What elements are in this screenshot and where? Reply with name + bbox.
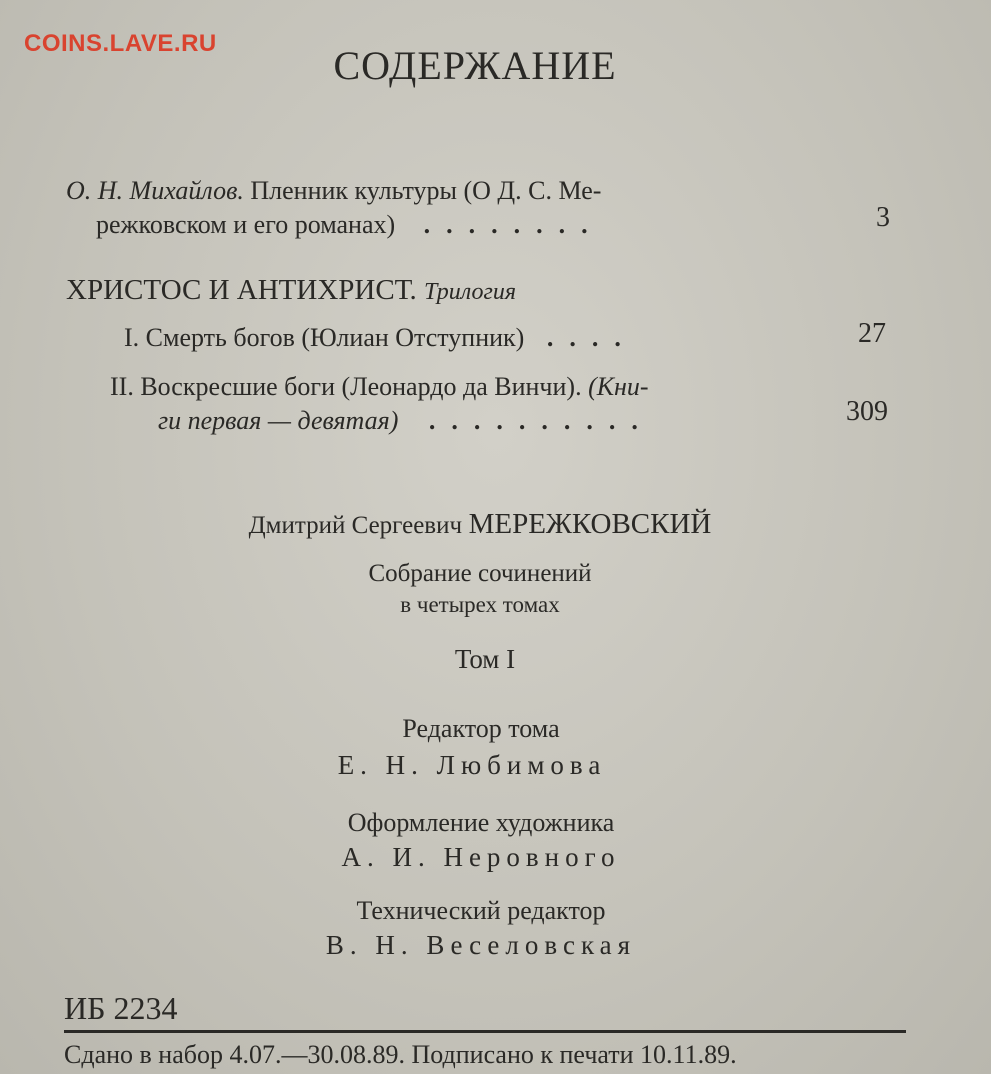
ib-number: ИБ 2234: [64, 990, 178, 1026]
tech-editor-name: В. Н. Веселовская: [325, 930, 637, 960]
toc-leader-dots: ........: [423, 210, 604, 239]
editor-name: Е. Н. Любимова: [337, 750, 607, 780]
toc-entry-title-cont: ги первая — девятая): [158, 406, 399, 435]
toc-section-heading: [66, 274, 516, 307]
editor-role: Редактор тома: [402, 714, 560, 743]
author-surname: МЕРЕЖКОВСКИЙ: [468, 508, 712, 540]
toc-leader-dots: ....: [546, 323, 637, 352]
toc-entry-author: О. Н. Михайлов.: [66, 176, 244, 205]
print-details: Сдано в набор 4.07.—30.08.89. Подписано к печати 10.11.89.: [64, 1040, 737, 1069]
divider-rule: [64, 1030, 906, 1033]
design-name: А. И. Неровного: [341, 842, 621, 872]
toc-entry-title: I. Смерть богов (Юлиан Отступник): [124, 323, 525, 352]
volume-label: Том I: [454, 644, 516, 674]
section-title: ХРИСТОС И АНТИХРИСТ.: [66, 274, 417, 306]
toc-entry-smert-bogov: [124, 323, 637, 353]
toc-page-number: 3: [876, 202, 890, 233]
collection-title-line2: в четырех томах: [400, 592, 560, 617]
toc-page-number: 309: [846, 396, 888, 427]
toc-entry-title: Пленник культуры (О Д. С. Ме-: [250, 176, 602, 205]
author-line: [0, 508, 960, 541]
toc-entry-title-cont: режковском и его романах): [96, 210, 396, 239]
watermark: COINS.LAVE.RU: [24, 30, 217, 57]
section-subtitle: Трилогия: [423, 279, 517, 305]
author-name: Дмитрий Сергеевич: [248, 512, 463, 539]
toc-entry-title: II. Воскресшие боги (Леонардо да Винчи).: [110, 372, 582, 401]
toc-entry-italic-note: (Кни-: [588, 372, 649, 401]
design-role: Оформление художника: [347, 808, 615, 837]
toc-entry-mikhailov-line1: [66, 176, 601, 206]
toc-entry-voskresshie-line1: [110, 372, 649, 402]
collection-title-line1: Собрание сочинений: [368, 560, 592, 587]
toc-leader-dots: ..........: [428, 406, 654, 435]
toc-entry-voskresshie-line2: [158, 406, 654, 436]
tech-editor-role: Технический редактор: [356, 896, 606, 925]
toc-entry-mikhailov-line2: [96, 210, 604, 240]
page-title: СОДЕРЖАНИЕ: [333, 43, 617, 88]
toc-page-number: 27: [858, 318, 886, 349]
